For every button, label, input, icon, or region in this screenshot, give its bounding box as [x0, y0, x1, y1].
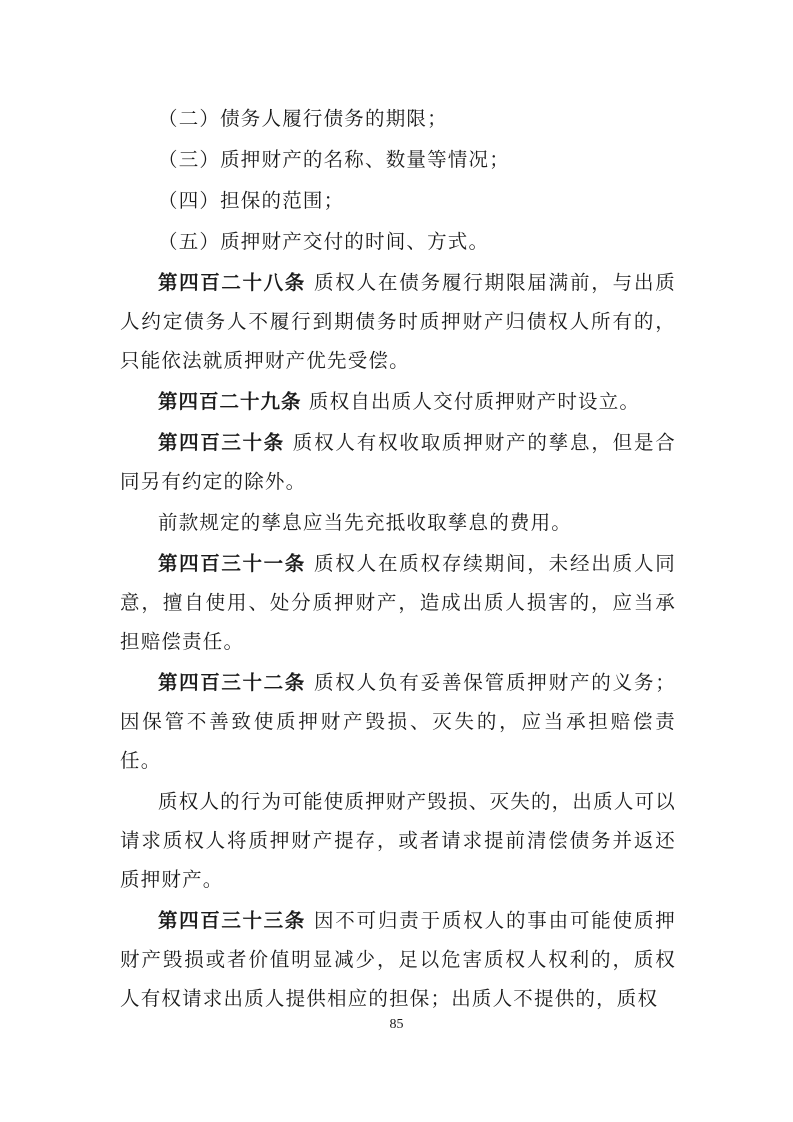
article-text: 质权人负有妥善保管质押财产的义务；因保管不善致使质押财产毁损、灭失的，应当承担赔偿责任。	[120, 671, 676, 772]
paragraph-item-3	[120, 140, 676, 179]
article-text: 质权自出质人交付质押财产时设立。	[308, 390, 641, 413]
article-431	[120, 544, 676, 661]
article-text: 质权人在质权存续期间，未经出质人同意，擅自使用、处分质押财产，造成出质人损害的，应当承担赔偿责任。	[120, 552, 676, 653]
article-text: 因不可归责于质权人的事由可能使质押财产毁损或者价值明显减少，足以危害质权人权利的，质权人有权请求出质人提供相应的担保；出质人不提供的，质权	[120, 909, 676, 1010]
article-number: 第四百三十一条	[158, 552, 306, 575]
article-432	[120, 663, 676, 780]
article-number: 第四百二十八条	[158, 271, 306, 294]
article-429	[120, 382, 676, 421]
paragraph-text: （二）债务人履行债务的期限；	[158, 107, 448, 130]
article-428	[120, 263, 676, 380]
article-433	[120, 901, 676, 1018]
article-432-paragraph-2	[120, 782, 676, 899]
document-body	[120, 99, 676, 1020]
paragraph-text: 质权人的行为可能使质押财产毁损、灭失的，出质人可以请求质权人将质押财产提存，或者请求提前清偿债务并返还质押财产。	[120, 790, 676, 891]
paragraph-text: （五）质押财产交付的时间、方式。	[158, 230, 490, 253]
article-number: 第四百二十九条	[158, 390, 302, 413]
paragraph-text: 前款规定的孳息应当先充抵收取孳息的费用。	[158, 511, 573, 534]
article-430	[120, 423, 676, 501]
article-text: 质权人有权收取质押财产的孳息，但是合同另有约定的除外。	[120, 431, 676, 493]
article-number: 第四百三十条	[158, 431, 285, 454]
page-number: 85	[389, 1017, 404, 1032]
article-text: 质权人在债务履行期限届满前，与出质人约定债务人不履行到期债务时质押财产归债权人所有的，只能依法就质押财产优先受偿。	[120, 271, 676, 372]
article-number: 第四百三十二条	[158, 671, 306, 694]
paragraph-text: （三）质押财产的名称、数量等情况；	[158, 148, 510, 171]
paragraph-item-5	[120, 222, 676, 261]
paragraph-item-4	[120, 181, 676, 220]
paragraph-text: （四）担保的范围；	[158, 189, 345, 212]
article-430-paragraph-2	[120, 503, 676, 542]
paragraph-item-2	[120, 99, 676, 138]
article-number: 第四百三十三条	[158, 909, 306, 932]
